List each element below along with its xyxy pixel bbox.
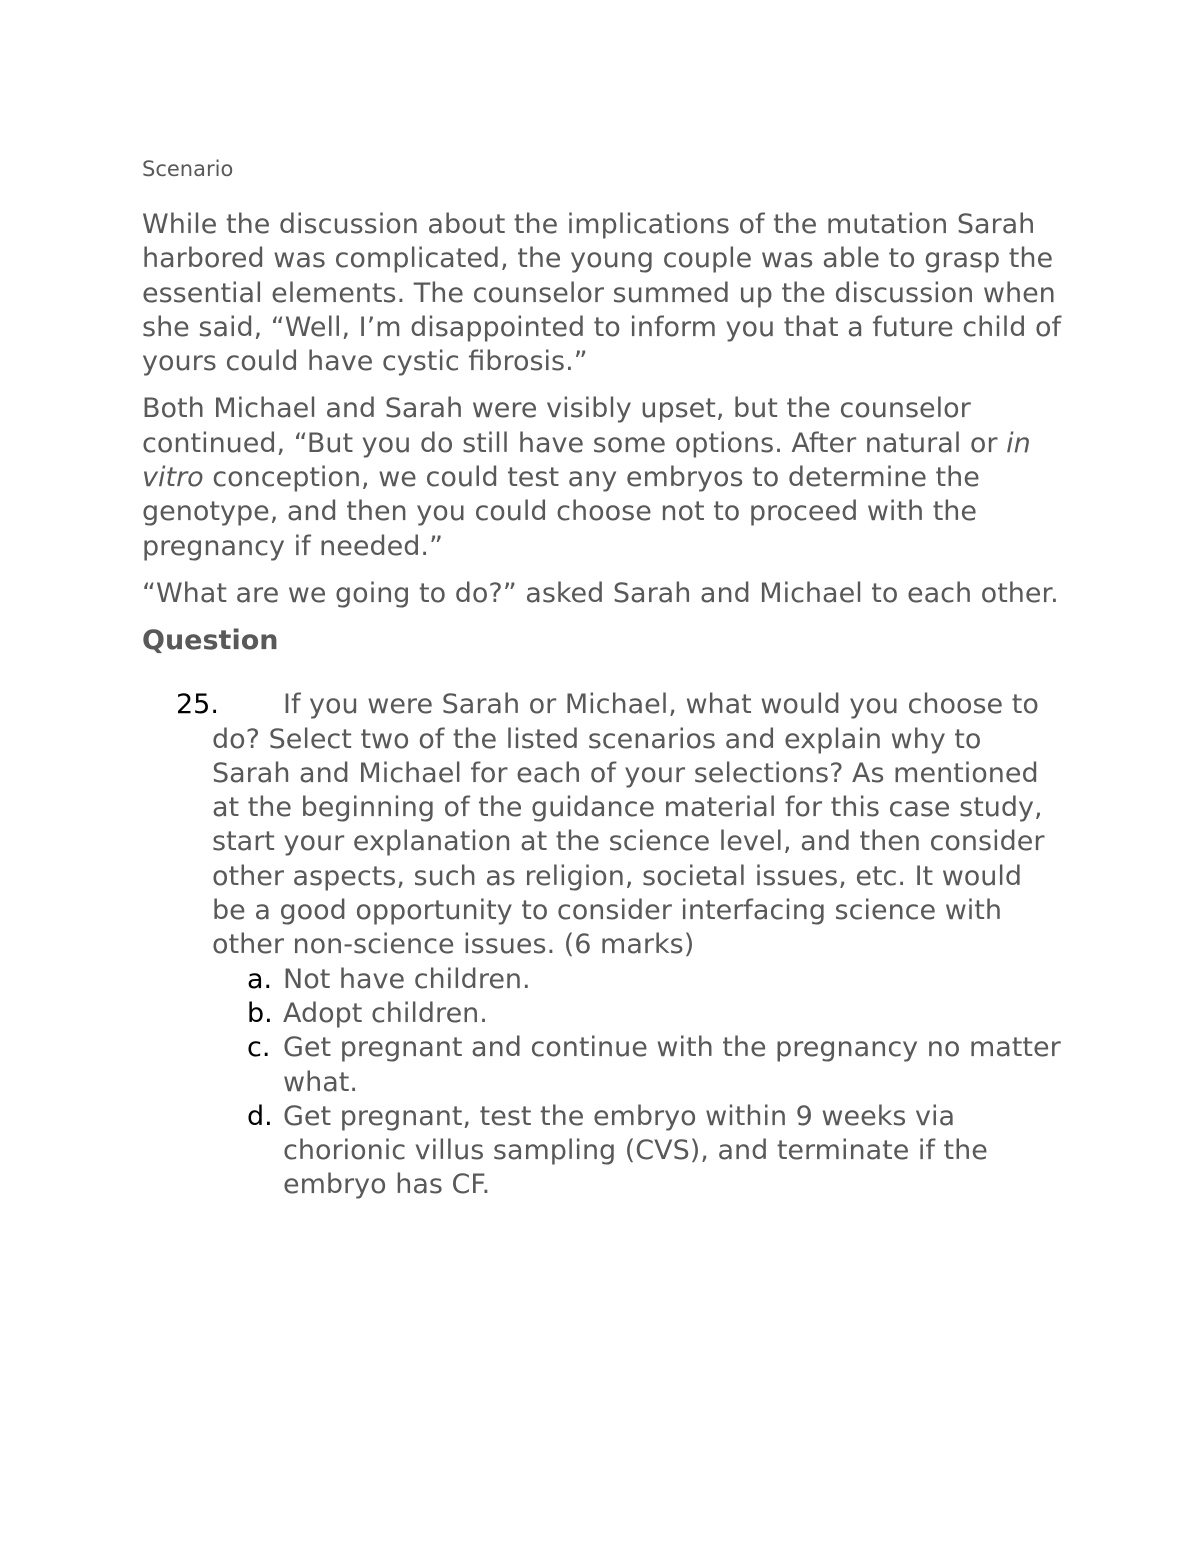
option-text: Adopt children. [283,997,488,1029]
option-letter: a. [247,963,273,995]
option-letter: b. [247,997,273,1029]
option-text: Get pregnant and continue with the pregnancy no matter what. [283,1032,1061,1098]
option-text: Not have children. [283,963,531,995]
question-item [142,688,1062,1202]
question-text: If you were Sarah or Michael, what would you choose to do? Select two of the listed scenarios and explain why to Sarah and Michael for each of your selections? As mentioned at the beginning of the guidance material for this case study, start your explanation at the science level, and then consider other aspects, such as religion, societal issues, etc. It would be a good opportunity to consider interfacing science with other non-science issues. (6 marks) [212,689,1045,961]
option-b [247,997,1062,1031]
option-letter: c. [247,1032,271,1064]
option-list [212,963,1062,1203]
option-c [247,1031,1062,1100]
scenario-paragraph-2-start: Both Michael and Sarah were visibly upset, but the counselor continued, “But you do still have some options. After natural or [142,393,1007,459]
option-d [247,1100,1062,1203]
option-letter: d. [247,1100,273,1132]
scenario-paragraph-3: “What are we going to do?” asked Sarah and Michael to each other. [142,577,1059,609]
question-number: 25. [176,689,219,721]
option-a [247,963,1062,997]
in-vitro-italic: in vitro [142,427,1031,494]
scenario-paragraph-2 [142,392,1062,563]
scenario-paragraph-1: While the discussion about the implications of the mutation Sarah harbored was complicated, the young couple was able to grasp the essential elements. The counselor summed up the discussion when she said, “Well, I’m disappointed to inform you that a future child of yours could have cystic fibrosis.” [142,209,1061,378]
scenario-heading: Scenario [142,157,234,181]
scenario-paragraph-2-end: conception, we could test any embryos to determine the genotype, and then you could choose not to proceed with the pregnancy if needed.” [142,462,980,562]
document-body [142,152,1062,1203]
option-text: Get pregnant, test the embryo within 9 weeks via chorionic villus sampling (CVS), and terminate if the embryo has CF. [283,1100,988,1201]
question-heading: Question [142,625,279,657]
